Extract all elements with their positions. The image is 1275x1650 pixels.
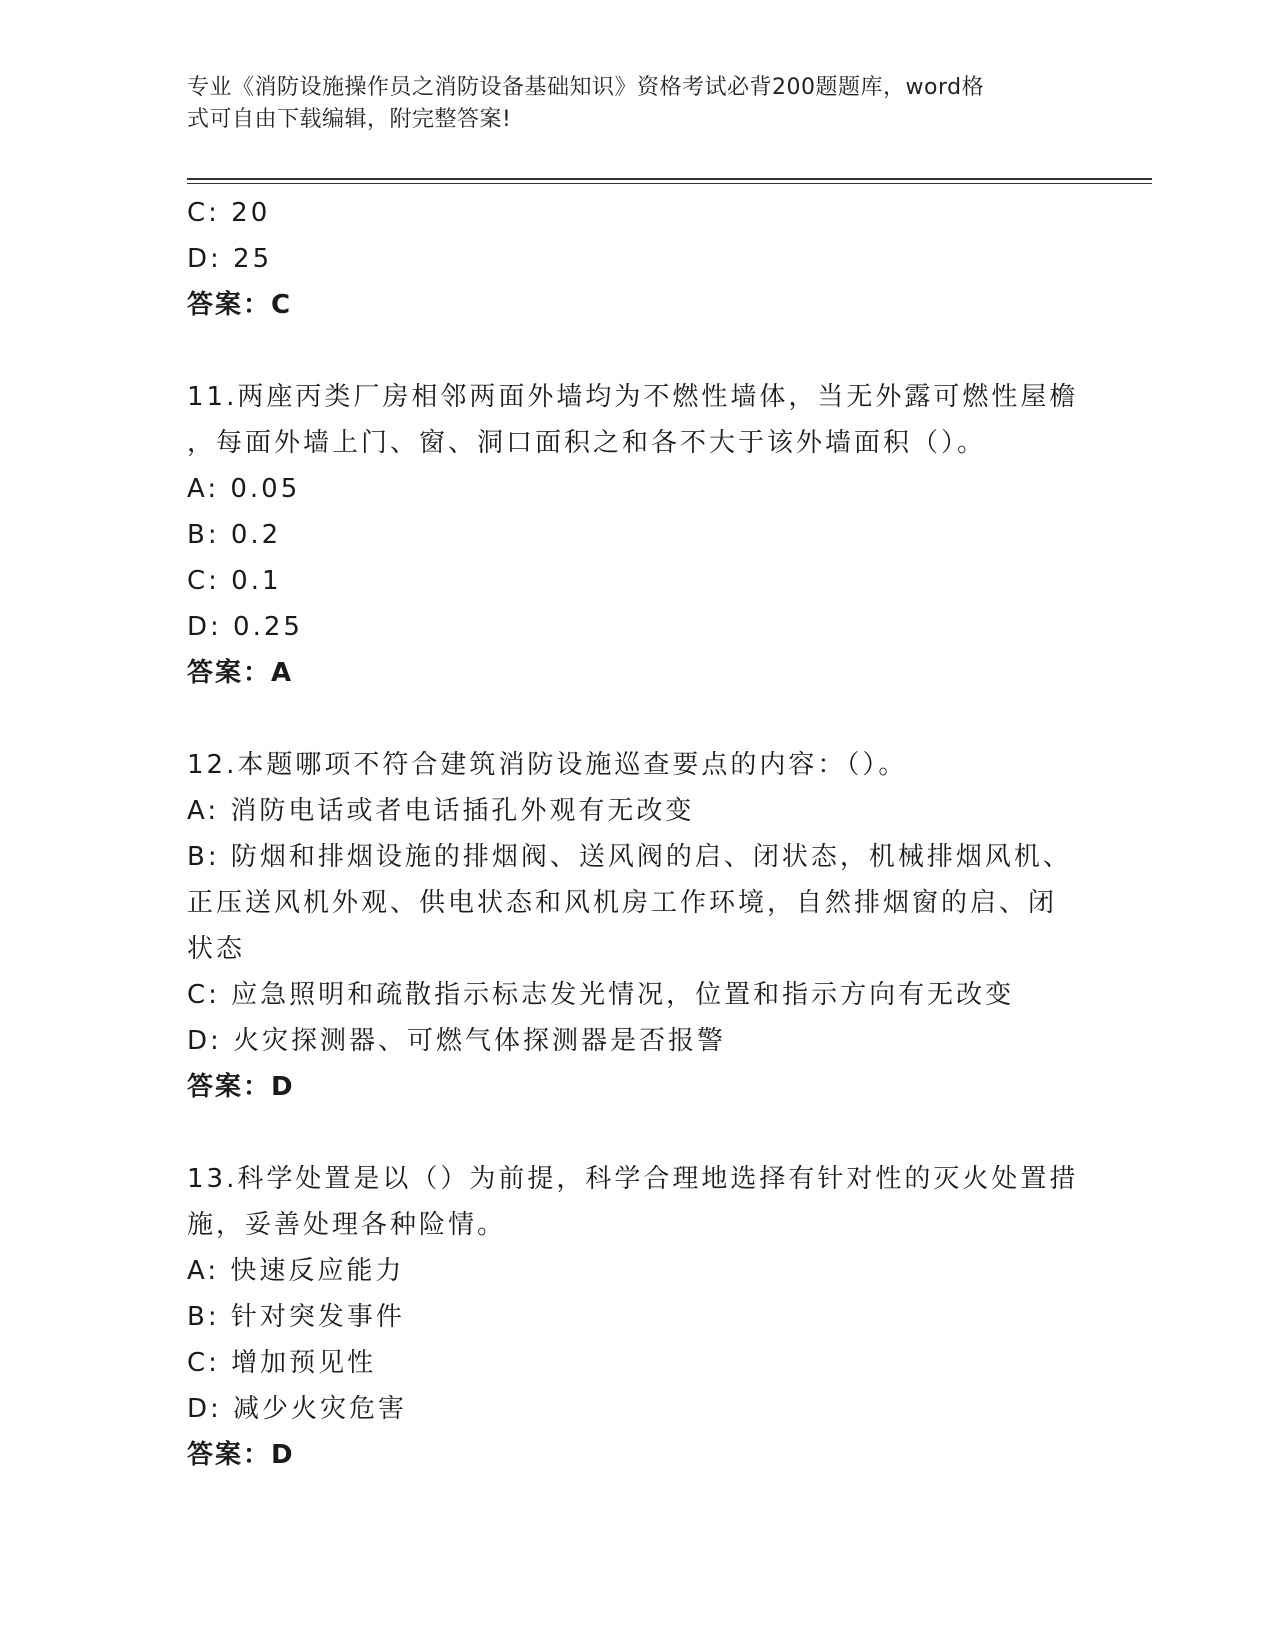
answer-line: 答案：C	[187, 290, 293, 320]
answer-line: 答案：D	[187, 1440, 295, 1470]
option-b: B: 0.2	[187, 520, 282, 550]
option-a: A: 快速反应能力	[187, 1256, 405, 1286]
question-stem-line: 12.本题哪项不符合建筑消防设施巡查要点的内容：（）。	[187, 750, 908, 780]
option-c: C: 20	[187, 198, 271, 228]
option-c: C: 0.1	[187, 566, 282, 596]
question-stem-line: ，每面外墙上门、窗、洞口面积之和各不大于该外墙面积（）。	[187, 428, 987, 458]
question-stem-line: 11.两座丙类厂房相邻两面外墙均为不燃性墙体，当无外露可燃性屋檐	[187, 382, 1079, 412]
option-b-continued: 状态	[187, 934, 246, 964]
question-stem-line: 施，妥善处理各种险情。	[187, 1210, 507, 1240]
option-d: D: 减少火灾危害	[187, 1394, 408, 1424]
option-d: D: 0.25	[187, 612, 303, 642]
previous-question-continuation	[187, 190, 1087, 328]
question-list	[187, 190, 1087, 1478]
document-header	[187, 72, 1067, 136]
header-divider-thick	[187, 178, 1152, 180]
option-b: B: 针对突发事件	[187, 1302, 405, 1332]
header-line-1: 专业《消防设施操作员之消防设备基础知识》资格考试必背200题题库，word格	[187, 75, 985, 100]
answer-line: 答案：D	[187, 1072, 295, 1102]
option-a: A: 消防电话或者电话插孔外观有无改变	[187, 796, 695, 826]
option-b-continued: 正压送风机外观、供电状态和风机房工作环境，自然排烟窗的启、闭	[187, 888, 1058, 918]
option-a: A: 0.05	[187, 474, 301, 504]
question-11	[187, 374, 1087, 696]
question-13	[187, 1156, 1087, 1478]
question-12	[187, 742, 1087, 1110]
header-line-2: 式可自由下载编辑，附完整答案!	[187, 107, 512, 132]
option-b: B: 防烟和排烟设施的排烟阀、送风阀的启、闭状态，机械排烟风机、	[187, 842, 1072, 872]
option-d: D: 火灾探测器、可燃气体探测器是否报警	[187, 1026, 727, 1056]
option-c: C: 增加预见性	[187, 1348, 377, 1378]
spacer	[187, 1110, 1087, 1156]
option-d: D: 25	[187, 244, 273, 274]
header-divider-thin	[187, 183, 1152, 184]
spacer	[187, 696, 1087, 742]
spacer	[187, 328, 1087, 374]
question-stem-line: 13.科学处置是以（）为前提，科学合理地选择有针对性的灭火处置措	[187, 1164, 1079, 1194]
answer-line: 答案：A	[187, 658, 294, 688]
option-c: C: 应急照明和疏散指示标志发光情况，位置和指示方向有无改变	[187, 980, 1015, 1010]
